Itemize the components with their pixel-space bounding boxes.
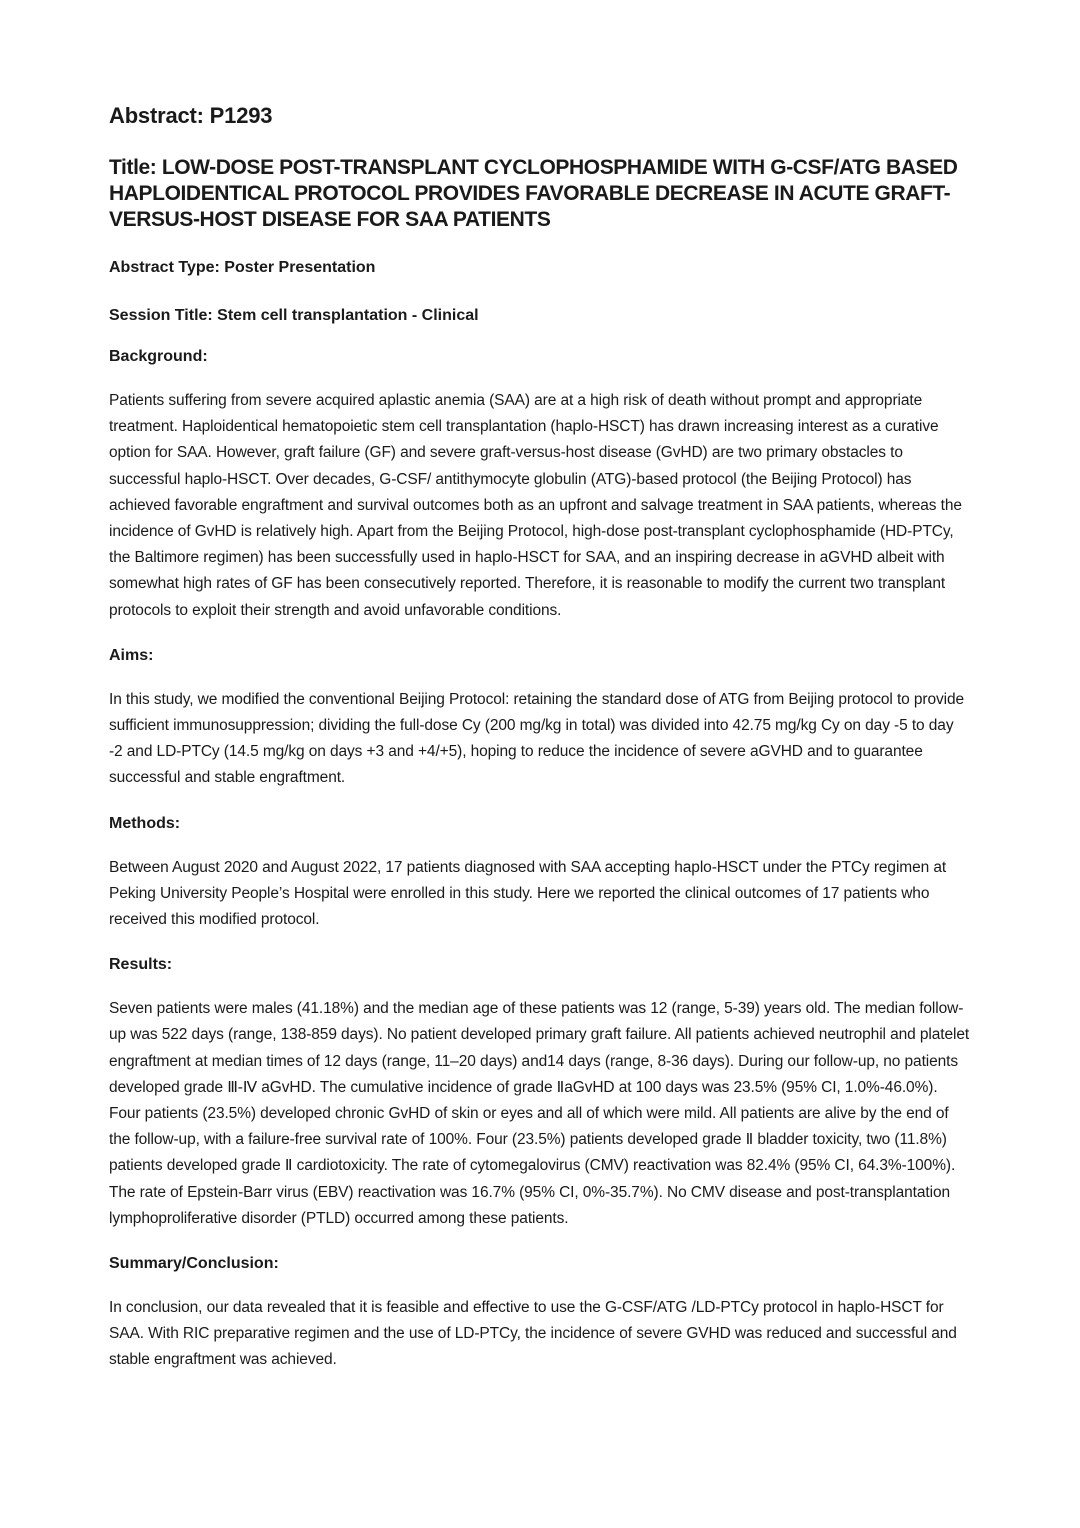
background-text: Patients suffering from severe acquired aplastic anemia (SAA) are at a high risk of death without prompt and appropriate treatment. Haploidentical hematopoietic stem cell transplantation (haplo-HSCT) has drawn increasing interest as a curative option for SAA. However, graft failure (GF) and severe graft-versus-host disease (GvHD) are two primary obstacles to successful haplo-HSCT. Over decades, G-CSF/ antithymocyte globulin (ATG)-based protocol (the Beijing Protocol) has achieved favorable engraftment and survival outcomes both as an upfront and salvage treatment in SAA patients, whereas the incidence of GvHD is relatively high. Apart from the Beijing Protocol, high-dose post-transplant cyclophosphamide (HD-PTCy, the Baltimore regimen) has been successfully used in haplo-HSCT for SAA, and an inspiring decrease in aGVHD albeit with somewhat high rates of GF has been consecutively reported. Therefore, it is reasonable to modify the current two transplant protocols to exploit their strength and avoid unfavorable conditions. [109,392,962,619]
abstract-type: Abstract Type: Poster Presentation [109,259,376,276]
abstract-page [109,100,971,1374]
results-heading: Results: [109,956,173,974]
summary-heading: Summary/Conclusion: [109,1255,279,1273]
abstract-title: Title: LOW-DOSE POST-TRANSPLANT CYCLOPHOSPHAMIDE WITH G-CSF/ATG BASED HAPLOIDENTICAL PROTOCOL PROVIDES FAVORABLE DECREASE IN ACUTE GRAFT-VERSUS-HOST DISEASE FOR SAA PATIENTS [109,156,958,231]
methods-text: Between August 2020 and August 2022, 17 patients diagnosed with SAA accepting haplo-HSCT under the PTCy regimen at Peking University People’s Hospital were enrolled in this study. Here we reported the clinical outcomes of 17 patients who received this modified protocol. [109,858,947,929]
methods-heading: Methods: [109,814,181,832]
aims-text: In this study, we modified the conventional Beijing Protocol: retaining the standard dose of ATG from Beijing protocol to provide sufficient immunosuppression; dividing the full-dose Cy (200 mg/kg in total) was divided into 42.75 mg/kg Cy on day -5 to day -2 and LD-PTCy (14.5 mg/kg on days +3 and +4/+5), hoping to reduce the incidence of severe aGVHD and to guarantee successful and stable engraftment. [109,690,965,787]
abstract-id-heading: Abstract: P1293 [109,103,273,128]
aims-heading: Aims: [109,646,154,664]
session-title: Session Title: Stem cell transplantation - Clinical [109,307,479,324]
summary-text: In conclusion, our data revealed that it is feasible and effective to use the G-CSF/ATG /LD-PTCy protocol in haplo-HSCT for SAA. With RIC preparative regimen and the use of LD-PTCy, the incidence of severe GVHD was reduced and successful and stable engraftment was achieved. [109,1299,957,1369]
results-text: Seven patients were males (41.18%) and the median age of these patients was 12 (range, 5-39) years old. The median follow-up was 522 days (range, 138-859 days). No patient developed primary graft failure. All patients achieved neutrophil and platelet engraftment at median times of 12 days (range, 11–20 days) and14 days (range, 8-36 days). During our follow-up, no patients developed grade Ⅲ-Ⅳ aGvHD. The cumulative incidence of grade ⅡaGvHD at 100 days was 23.5% (95% CI, 1.0%-46.0%). Four patients (23.5%) developed chronic GvHD of skin or eyes and all of which were mild. All patients are alive by the end of the follow-up, with a failure-free survival rate of 100%. Four (23.5%) patients developed grade Ⅱ bladder toxicity, two (11.8%) patients developed grade Ⅱ cardiotoxicity. The rate of cytomegalovirus (CMV) reactivation was 82.4% (95% CI, 64.3%-100%). The rate of Epstein-Barr virus (EBV) reactivation was 16.7% (95% CI, 0%-35.7%). No CMV disease and post-transplantation lymphoproliferative disorder (PTLD) occurred among these patients. [109,1000,970,1227]
background-heading: Background: [109,348,208,365]
